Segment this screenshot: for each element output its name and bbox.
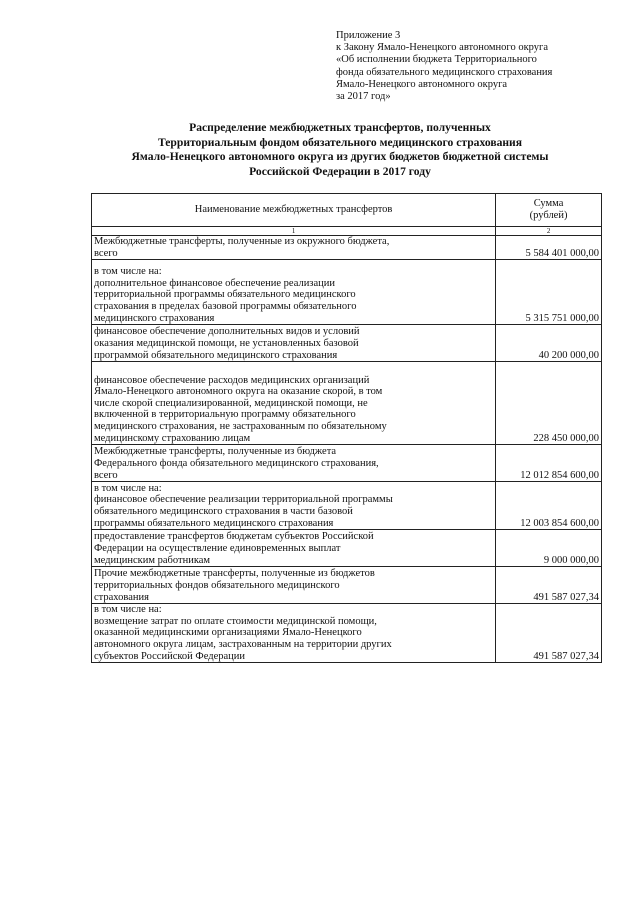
- column-number: 2: [496, 227, 602, 236]
- row-line: обязательного медицинского страхования в части базовой: [94, 506, 353, 517]
- row-line: программы обязательного медицинского страхования: [94, 517, 334, 529]
- row-line: автономного округа лицам, застрахованным на территории других: [94, 639, 392, 650]
- table-row: [92, 604, 602, 663]
- table-row: [92, 530, 602, 567]
- title-line: Распределение межбюджетных трансфертов, полученных: [189, 121, 491, 134]
- document-title: [60, 121, 620, 179]
- row-line: страхования: [94, 591, 149, 603]
- row-name: [92, 530, 496, 567]
- row-name: [92, 482, 496, 530]
- table-row: [92, 236, 602, 260]
- row-line: Федерального фонда обязательного медицинского страхования,: [94, 458, 379, 469]
- header-amount-line2: (рублей): [529, 210, 568, 221]
- row-line: медицинского страхования: [94, 312, 215, 324]
- table-row: [92, 567, 602, 604]
- row-line: субъектов Российской Федерации: [94, 650, 246, 662]
- table-header-row: [92, 194, 602, 227]
- row-name: [92, 362, 496, 445]
- row-name: [92, 445, 496, 482]
- row-line: территориальных фондов обязательного медицинского: [94, 580, 340, 591]
- row-line: дополнительное финансовое обеспечение реализации: [94, 277, 335, 289]
- row-amount: 228 450 000,00: [496, 362, 602, 445]
- row-amount: 5 584 401 000,00: [496, 236, 602, 260]
- header-amount-line1: Сумма: [533, 198, 564, 210]
- row-line: в том числе на:: [94, 604, 162, 616]
- row-line: числе скорой специализированной, медицинской помощи, не: [94, 397, 368, 409]
- row-line: медицинскому страхованию лицам: [94, 432, 251, 444]
- row-line: финансовое обеспечение расходов медицинских организаций: [94, 374, 370, 386]
- appendix-line: за 2017 год»: [336, 91, 391, 103]
- column-number-row: [92, 227, 602, 236]
- row-name: [92, 236, 496, 260]
- row-line: Ямало-Ненецкого автономного округа на оказание скорой, в том: [94, 386, 383, 398]
- row-line: предоставление трансфертов бюджетам субъектов Российской: [94, 531, 374, 543]
- row-amount: 9 000 000,00: [496, 530, 602, 567]
- row-name: [92, 567, 496, 604]
- title-line: Ямало-Ненецкого автономного округа из других бюджетов бюджетной системы: [131, 150, 549, 163]
- row-line: возмещение затрат по оплате стоимости медицинской помощи,: [94, 615, 377, 627]
- row-line: Межбюджетные трансферты, полученные из окружного бюджета,: [94, 236, 390, 247]
- row-line: всего: [94, 469, 118, 481]
- row-line: Межбюджетные трансферты, полученные из бюджета: [94, 446, 337, 458]
- row-line: Прочие межбюджетные трансферты, полученные из бюджетов: [94, 568, 375, 580]
- table-row: [92, 445, 602, 482]
- header-amount: [496, 194, 602, 227]
- row-name: [92, 260, 496, 325]
- row-line: медицинским работникам: [94, 554, 211, 566]
- row-line: Федерации на осуществление единовременных выплат: [94, 543, 341, 554]
- table-row: [92, 260, 602, 325]
- row-line: всего: [94, 247, 118, 259]
- row-line: страхования в пределах базовой программы обязательного: [94, 301, 357, 312]
- row-name: [92, 604, 496, 663]
- row-line: финансовое обеспечение дополнительных видов и условий: [94, 326, 360, 338]
- row-line: финансовое обеспечение реализации территориальной программы: [94, 494, 393, 506]
- title-line: Территориальным фондом обязательного медицинского страхования: [157, 135, 523, 149]
- row-line: оказанной медицинскими организациями Ямало-Ненецкого: [94, 627, 362, 639]
- column-number: 1: [92, 227, 496, 236]
- table-row: [92, 362, 602, 445]
- row-name: [92, 325, 496, 362]
- table-row: [92, 482, 602, 530]
- appendix-line: Приложение 3: [336, 30, 401, 41]
- row-amount: 491 587 027,34: [496, 604, 602, 663]
- row-line: в том числе на:: [94, 266, 162, 278]
- row-line: включенной в территориальную программу обязательного: [94, 409, 356, 421]
- row-line: территориальной программы обязательного медицинского: [94, 289, 356, 301]
- row-amount: 40 200 000,00: [496, 325, 602, 362]
- row-line: оказания медицинской помощи, не установленных базовой: [94, 338, 359, 349]
- title-line: Российской Федерации в 2017 году: [249, 164, 431, 178]
- appendix-note: [336, 30, 626, 103]
- row-line: в том числе на:: [94, 482, 162, 494]
- row-amount: 12 012 854 600,00: [496, 445, 602, 482]
- row-line: программой обязательного медицинского страхования: [94, 349, 338, 361]
- transfers-table: [91, 193, 602, 663]
- appendix-line: Ямало-Ненецкого автономного округа: [336, 78, 508, 90]
- row-line: медицинского страхования, не застрахованным по обязательному: [94, 421, 387, 432]
- header-name: Наименование межбюджетных трансфертов: [92, 194, 496, 227]
- row-amount: 5 315 751 000,00: [496, 260, 602, 325]
- appendix-line: «Об исполнении бюджета Территориального: [336, 54, 537, 66]
- table-row: [92, 325, 602, 362]
- row-amount: 12 003 854 600,00: [496, 482, 602, 530]
- appendix-line: к Закону Ямало-Ненецкого автономного округа: [336, 42, 548, 54]
- row-amount: 491 587 027,34: [496, 567, 602, 604]
- appendix-line: фонда обязательного медицинского страхования: [336, 66, 553, 78]
